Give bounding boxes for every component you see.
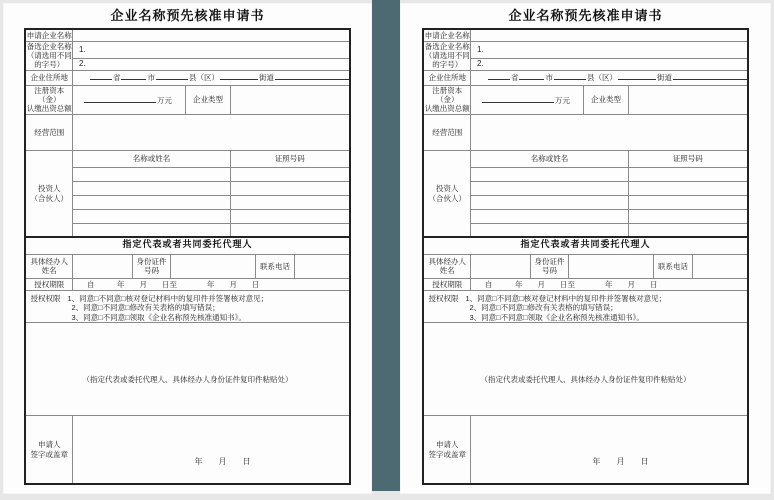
applied-name-label: 申请企业名称	[26, 30, 72, 40]
alt-name-option1-cell[interactable]	[72, 41, 349, 59]
business-scope-input-cell[interactable]	[470, 114, 747, 150]
auth-period-label: 授权期限	[423, 278, 470, 290]
address-street-label: 街道	[258, 73, 274, 83]
auth-item-2[interactable]: 2、同意□不同意□修改有关表格的填写错误；	[71, 303, 220, 313]
paste-area-note: （指定代表或委托代理人、具体经办人身份证件复印件粘贴处）	[480, 374, 691, 384]
alt-name-option2-number: 2.	[476, 59, 484, 69]
applicant-sign-input-cell[interactable]	[470, 415, 747, 484]
investor-cert-input-cell[interactable]	[628, 209, 747, 223]
handler-name-label-line2: 姓名	[439, 266, 455, 276]
alt-name-label-line3: 的字号）	[34, 60, 65, 70]
applicant-sign-label-line2: 签字或盖章	[30, 449, 68, 459]
paste-area-note: （指定代表或委托代理人、具体经办人身份证件复印件粘贴处）	[82, 374, 293, 384]
alt-name-option1-number: 1.	[78, 44, 86, 54]
auth-item-1[interactable]: 1、同意□不同意□核对登记材料中的复印件并签署核对意见；	[465, 293, 667, 303]
form-title: 企业名称预先核准申请书	[508, 9, 663, 24]
agent-section-title: 指定代表或者共同委托代理人	[25, 237, 349, 254]
id-number-label-line1: 身份证件	[534, 256, 565, 266]
investor-name-input-cell[interactable]	[470, 209, 628, 223]
investor-cert-column-header: 证照号码	[628, 150, 747, 167]
contact-phone-input-cell[interactable]	[692, 254, 747, 278]
applicant-sign-input-cell[interactable]	[72, 415, 349, 484]
auth-period-input-cell[interactable]: 自 年 月 日至 年 月 日	[72, 278, 349, 290]
investor-name-input-cell[interactable]	[470, 167, 628, 181]
address-blank-line	[554, 72, 586, 80]
form-page-left	[3, 3, 372, 494]
investor-name-input-cell[interactable]	[470, 181, 628, 195]
address-province-label: 省	[510, 73, 519, 83]
form-page-right	[400, 3, 771, 494]
alt-name-label-line1: 备选企业名称	[424, 41, 470, 51]
auth-item-1-row	[30, 294, 344, 303]
investor-cert-column-header: 证照号码	[230, 150, 349, 167]
investor-name-input-cell[interactable]	[72, 167, 230, 181]
address-county-label: 县（区）	[188, 73, 219, 83]
investor-name-input-cell[interactable]	[72, 209, 230, 223]
investor-cert-input-cell[interactable]	[628, 167, 747, 181]
id-copy-paste-area[interactable]	[423, 322, 747, 415]
address-blank-line	[156, 72, 188, 80]
address-blank-line	[618, 72, 656, 80]
investor-label	[25, 150, 72, 237]
capital-input-cell[interactable]	[470, 85, 583, 114]
auth-item-1[interactable]: 1、同意□不同意□核对登记材料中的复印件并签署核对意见；	[67, 293, 269, 303]
investor-label-line1: 投资人	[37, 184, 61, 194]
contact-phone-label: 联系电话	[653, 254, 692, 278]
investor-name-input-cell[interactable]	[470, 223, 628, 237]
investor-name-input-cell[interactable]	[72, 181, 230, 195]
address-input-cell[interactable]	[470, 70, 747, 85]
auth-item-1-row	[428, 294, 742, 303]
id-number-input-cell[interactable]	[170, 254, 255, 278]
capital-label-line1: 注册资本（金）	[34, 85, 65, 104]
address-input-cell[interactable]	[72, 70, 349, 85]
address-label: 企业住所地	[423, 70, 470, 85]
handler-name-label	[25, 254, 72, 278]
applicant-sign-label-line2: 签字或盖章	[428, 449, 466, 459]
id-copy-paste-area[interactable]	[25, 322, 349, 415]
auth-item-3[interactable]: 3、同意□不同意□领取《企业名称预先核准通知书》。	[71, 312, 246, 322]
contact-phone-input-cell[interactable]	[294, 254, 349, 278]
applicant-sign-label	[423, 415, 470, 484]
applicant-sign-label-line1: 申请人	[435, 440, 459, 450]
address-city-label: 市	[545, 73, 553, 83]
investor-cert-input-cell[interactable]	[230, 167, 349, 181]
alt-name-option2-number: 2.	[78, 59, 86, 69]
investor-name-input-cell[interactable]	[470, 195, 628, 209]
page-divider	[372, 0, 400, 491]
capital-label-line2: 认缴出资总额	[26, 104, 72, 114]
business-scope-label: 经营范围	[25, 114, 72, 150]
business-scope-label: 经营范围	[423, 114, 470, 150]
handler-name-label	[423, 254, 470, 278]
auth-scope-cell	[423, 290, 747, 322]
auth-period-input-cell[interactable]: 自 年 月 日至 年 月 日	[470, 278, 747, 290]
capital-input-cell[interactable]	[72, 85, 185, 114]
investor-cert-input-cell[interactable]	[628, 181, 747, 195]
capital-unit-label: 万元	[156, 95, 172, 105]
alt-name-label-line2: （请选用不同	[26, 50, 72, 60]
alt-name-option1-cell[interactable]	[470, 41, 747, 59]
auth-scope-label: 授权权限	[428, 293, 459, 303]
address-blank-line	[220, 72, 258, 80]
enterprise-type-label: 企业类型	[185, 85, 230, 114]
sign-date-line: 年 月 日	[194, 457, 251, 467]
address-blank-line	[121, 72, 146, 80]
handler-name-label-line1: 具体经办人	[428, 256, 466, 266]
capital-blank-line	[84, 95, 156, 103]
investor-cert-input-cell[interactable]	[628, 195, 747, 209]
alt-name-label	[25, 41, 72, 70]
alt-name-label-line3: 的字号）	[432, 60, 463, 70]
address-blank-line	[519, 72, 544, 80]
handler-name-label-line1: 具体经办人	[30, 256, 68, 266]
applicant-sign-label	[25, 415, 72, 484]
address-blank-line	[275, 72, 350, 80]
application-form-table	[24, 28, 350, 485]
address-street-label: 街道	[656, 73, 672, 83]
address-province-label: 省	[112, 73, 121, 83]
handler-name-input-cell[interactable]	[470, 254, 530, 278]
contact-phone-label: 联系电话	[255, 254, 294, 278]
auth-scope-label: 授权权限	[30, 293, 61, 303]
auth-period-label: 授权期限	[25, 278, 72, 290]
investor-label	[423, 150, 470, 237]
investor-cert-input-cell[interactable]	[230, 195, 349, 209]
auth-item-3[interactable]: 3、同意□不同意□领取《企业名称预先核准通知书》。	[469, 312, 644, 322]
handler-name-input-cell[interactable]	[72, 254, 132, 278]
id-number-input-cell[interactable]	[568, 254, 653, 278]
id-number-label	[530, 254, 568, 278]
capital-label-line1: 注册资本（金）	[432, 85, 463, 104]
id-number-label-line2: 号码	[541, 266, 557, 276]
investor-cert-input-cell[interactable]	[230, 209, 349, 223]
capital-blank-line	[482, 95, 554, 103]
investor-name-input-cell[interactable]	[72, 195, 230, 209]
alt-name-label	[423, 41, 470, 70]
investor-name-input-cell[interactable]	[72, 223, 230, 237]
enterprise-type-label: 企业类型	[583, 85, 628, 114]
alt-name-label-line2: （请选用不同	[424, 50, 470, 60]
id-number-label-line2: 号码	[143, 266, 159, 276]
capital-unit-label: 万元	[554, 95, 570, 105]
investor-cert-input-cell[interactable]	[230, 181, 349, 195]
applied-name-label: 申请企业名称	[424, 30, 470, 40]
address-city-label: 市	[147, 73, 155, 83]
investor-name-column-header: 名称或姓名	[72, 150, 230, 167]
applied-name-input-cell[interactable]	[470, 29, 747, 41]
alt-name-option2-cell[interactable]	[72, 59, 349, 70]
address-blank-line	[488, 72, 510, 80]
investor-cert-input-cell[interactable]	[628, 223, 747, 237]
agent-section-title: 指定代表或者共同委托代理人	[423, 237, 747, 254]
address-county-label: 县（区）	[586, 73, 617, 83]
applied-name-input-cell[interactable]	[72, 29, 349, 41]
capital-label	[423, 85, 470, 114]
id-number-label	[132, 254, 170, 278]
handler-name-label-line2: 姓名	[41, 266, 57, 276]
investor-label-line1: 投资人	[435, 184, 459, 194]
capital-label	[25, 85, 72, 114]
investor-label-line2: （合伙人）	[30, 193, 68, 203]
enterprise-type-input-cell[interactable]	[628, 85, 747, 114]
capital-label-line2: 认缴出资总额	[424, 104, 470, 114]
investor-label-line2: （合伙人）	[428, 193, 466, 203]
auth-scope-cell	[25, 290, 349, 322]
alt-name-option1-number: 1.	[476, 44, 484, 54]
investor-name-column-header: 名称或姓名	[470, 150, 628, 167]
id-number-label-line1: 身份证件	[136, 256, 167, 266]
address-label: 企业住所地	[25, 70, 72, 85]
enterprise-type-input-cell[interactable]	[230, 85, 349, 114]
form-title: 企业名称预先核准申请书	[110, 9, 265, 24]
sign-date-line: 年 月 日	[592, 457, 649, 467]
applicant-sign-label-line1: 申请人	[37, 440, 61, 450]
alt-name-option2-cell[interactable]	[470, 59, 747, 70]
auth-item-2[interactable]: 2、同意□不同意□修改有关表格的填写错误；	[469, 303, 618, 313]
application-form-table	[422, 28, 748, 485]
address-blank-line	[673, 72, 748, 80]
investor-cert-input-cell[interactable]	[230, 223, 349, 237]
business-scope-input-cell[interactable]	[72, 114, 349, 150]
alt-name-label-line1: 备选企业名称	[26, 41, 72, 51]
address-blank-line	[90, 72, 112, 80]
